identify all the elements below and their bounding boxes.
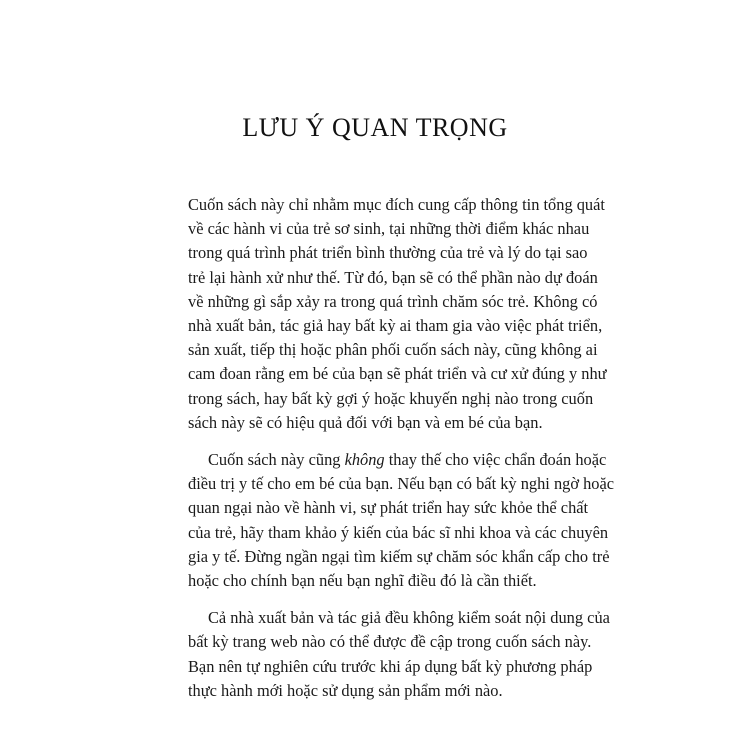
text-line: trẻ lại hành xử như thế. Từ đó, bạn sẽ có thể phần nào dự đoán	[188, 267, 598, 287]
text-line: sản xuất, tiếp thị hoặc phân phối cuốn sách này, cũng không ai	[188, 340, 598, 360]
text-line: trong sách, hay bất kỳ gợi ý hoặc khuyến nghị nào trong cuốn	[188, 388, 594, 408]
paragraph-3	[188, 606, 610, 703]
text-line: thực hành mới hoặc sử dụng sản phẩm mới nào.	[188, 680, 503, 700]
text-line: gia y tế. Đừng ngần ngại tìm kiếm sự chăm sóc khẩn cấp cho trẻ	[188, 546, 610, 566]
text-line: điều trị y tế cho em bé của bạn. Nếu bạn có bất kỳ nghi ngờ hoặc	[188, 474, 615, 494]
text-segment: thay thế cho việc chẩn đoán hoặc	[384, 450, 607, 470]
text-line: nhà xuất bản, tác giả hay bất kỳ ai tham gia vào việc phát triển,	[188, 316, 603, 336]
paragraph-2	[188, 448, 615, 593]
text-line: trong quá trình phát triển bình thường của trẻ và lý do tại sao	[188, 243, 588, 263]
text-line: quan ngại nào về hành vi, sự phát triển hay sức khỏe thể chất	[188, 498, 589, 518]
emphasis-text: không	[344, 450, 385, 470]
text-line-first	[188, 448, 607, 472]
text-line: cam đoan rằng em bé của bạn sẽ phát triển và cư xử đúng y như	[188, 364, 607, 384]
text-line: về các hành vi của trẻ sơ sinh, tại những thời điểm khác nhau	[188, 219, 590, 239]
text-line: về những gì sắp xảy ra trong quá trình chăm sóc trẻ. Không có	[188, 291, 598, 311]
text-segment: Cuốn sách này cũng	[208, 450, 345, 470]
text-line: Bạn nên tự nghiên cứu trước khi áp dụng bất kỳ phương pháp	[188, 656, 593, 676]
text-line: Cả nhà xuất bản và tác giả đều không kiểm soát nội dung của	[208, 608, 610, 628]
page-body	[188, 193, 615, 716]
text-line: Cuốn sách này chỉ nhằm mục đích cung cấp thông tin tổng quát	[188, 195, 605, 214]
paragraph-1	[188, 193, 607, 435]
text-line: của trẻ, hãy tham khảo ý kiến của bác sĩ nhi khoa và các chuyên	[188, 522, 609, 542]
page-title: LƯU Ý QUAN TRỌNG	[242, 113, 508, 142]
text-line: bất kỳ trang web nào có thể được đề cập trong cuốn sách này.	[188, 632, 592, 652]
text-line: sách này sẽ có hiệu quả đối với bạn và em bé của bạn.	[188, 412, 543, 432]
text-line: hoặc cho chính bạn nếu bạn nghĩ điều đó là cần thiết.	[188, 571, 537, 591]
